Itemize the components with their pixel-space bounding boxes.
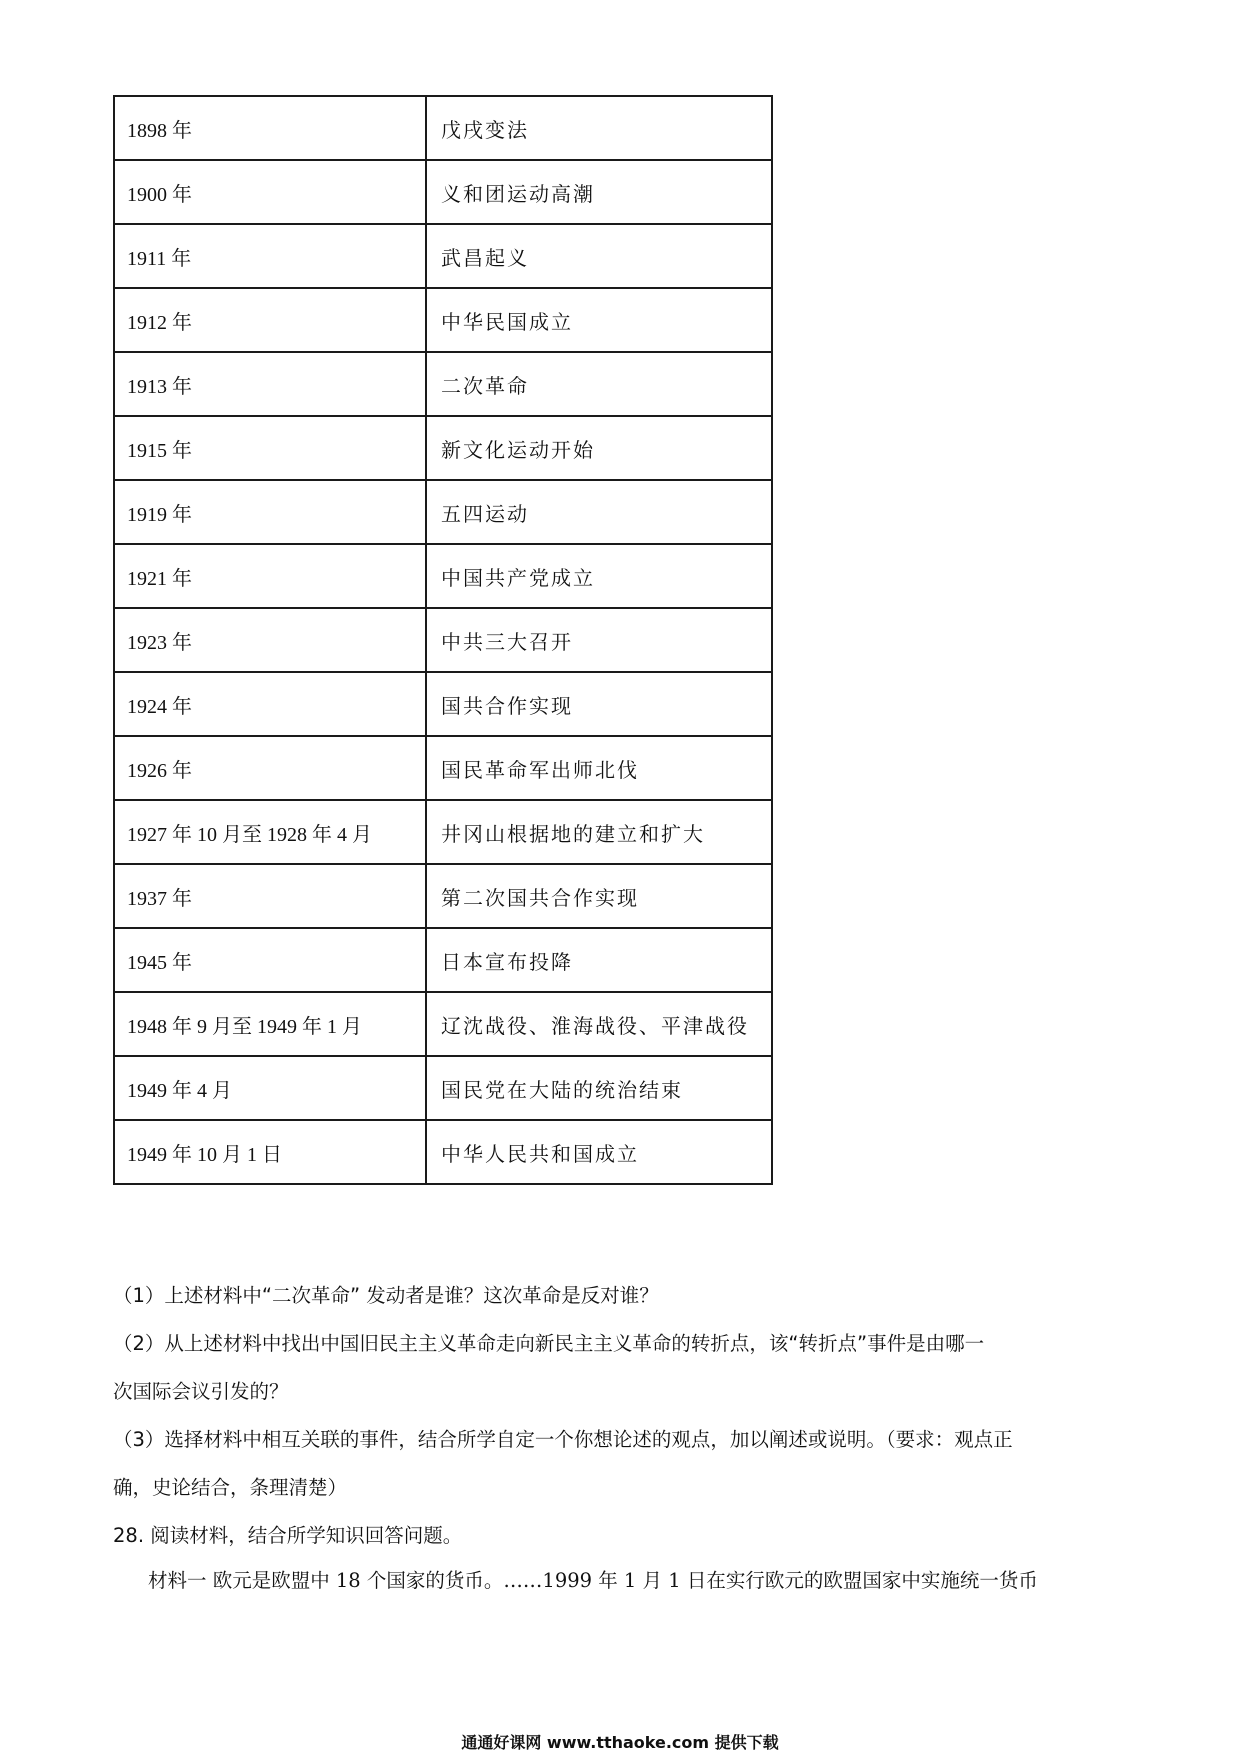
timeline-event-cell: 国民革命军出师北伐: [426, 736, 772, 800]
timeline-year-cell: 1927 年 10 月至 1928 年 4 月: [114, 800, 426, 864]
table-row: [114, 416, 772, 480]
timeline-event-cell: 井冈山根据地的建立和扩大: [426, 800, 772, 864]
timeline-year-cell: 1945 年: [114, 928, 426, 992]
timeline-year-cell: 1926 年: [114, 736, 426, 800]
timeline-event-cell: 武昌起义: [426, 224, 772, 288]
timeline-year-cell: 1937 年: [114, 864, 426, 928]
table-row: [114, 864, 772, 928]
timeline-table: [113, 95, 773, 1185]
timeline-event-cell: 中华民国成立: [426, 288, 772, 352]
timeline-year-cell: 1948 年 9 月至 1949 年 1 月: [114, 992, 426, 1056]
question-1: （1）上述材料中“二次革命” 发动者是谁？这次革命是反对谁？: [113, 1284, 659, 1307]
page-footer: 通通好课网 www.tthaoke.com 提供下载: [461, 1733, 779, 1752]
timeline-event-cell: 国民党在大陆的统治结束: [426, 1056, 772, 1120]
timeline-event-cell: 义和团运动高潮: [426, 160, 772, 224]
timeline-event-cell: 五四运动: [426, 480, 772, 544]
timeline-year-cell: 1921 年: [114, 544, 426, 608]
timeline-event-cell: 中国共产党成立: [426, 544, 772, 608]
timeline-year-cell: 1900 年: [114, 160, 426, 224]
table-row: [114, 160, 772, 224]
timeline-year-cell: 1923 年: [114, 608, 426, 672]
timeline-event-cell: 中共三大召开: [426, 608, 772, 672]
question-2-line-2: 次国际会议引发的？: [113, 1380, 289, 1403]
timeline-event-cell: 中华人民共和国成立: [426, 1120, 772, 1184]
table-row: [114, 928, 772, 992]
timeline-year-cell: 1919 年: [114, 480, 426, 544]
question-2-line-1: （2）从上述材料中找出中国旧民主主义革命走向新民主主义革命的转折点，该“转折点”事件是由哪一: [113, 1332, 985, 1355]
timeline-year-cell: 1915 年: [114, 416, 426, 480]
table-row: [114, 736, 772, 800]
timeline-year-cell: 1924 年: [114, 672, 426, 736]
timeline-table-body: [114, 96, 772, 1184]
timeline-year-cell: 1898 年: [114, 96, 426, 160]
table-row: [114, 1120, 772, 1184]
timeline-year-cell: 1911 年: [114, 224, 426, 288]
timeline-year-cell: 1949 年 4 月: [114, 1056, 426, 1120]
question-3-line-2: 确，史论结合，条理清楚）: [113, 1476, 348, 1499]
table-row: [114, 480, 772, 544]
material-one-text: 材料一 欧元是欧盟中 18 个国家的货币。……1999 年 1 月 1 日在实行欧元的欧盟国家中实施统一货币: [148, 1569, 1038, 1592]
question-28-heading: 28. 阅读材料，结合所学知识回答问题。: [113, 1524, 463, 1547]
timeline-event-cell: 日本宣布投降: [426, 928, 772, 992]
table-row: [114, 352, 772, 416]
table-row: [114, 800, 772, 864]
table-row: [114, 992, 772, 1056]
timeline-year-cell: 1949 年 10 月 1 日: [114, 1120, 426, 1184]
table-row: [114, 288, 772, 352]
timeline-event-cell: 辽沈战役、淮海战役、平津战役: [426, 992, 772, 1056]
table-row: [114, 608, 772, 672]
timeline-year-cell: 1913 年: [114, 352, 426, 416]
table-row: [114, 96, 772, 160]
table-row: [114, 1056, 772, 1120]
questions-block: [113, 1272, 1128, 1560]
table-row: [114, 672, 772, 736]
table-row: [114, 544, 772, 608]
timeline-event-cell: 第二次国共合作实现: [426, 864, 772, 928]
question-3-line-1: （3）选择材料中相互关联的事件，结合所学自定一个你想论述的观点，加以阐述或说明。（要求：观点正: [113, 1428, 1013, 1451]
timeline-event-cell: 国共合作实现: [426, 672, 772, 736]
timeline-year-cell: 1912 年: [114, 288, 426, 352]
table-row: [114, 224, 772, 288]
timeline-event-cell: 二次革命: [426, 352, 772, 416]
timeline-event-cell: 戊戌变法: [426, 96, 772, 160]
timeline-event-cell: 新文化运动开始: [426, 416, 772, 480]
